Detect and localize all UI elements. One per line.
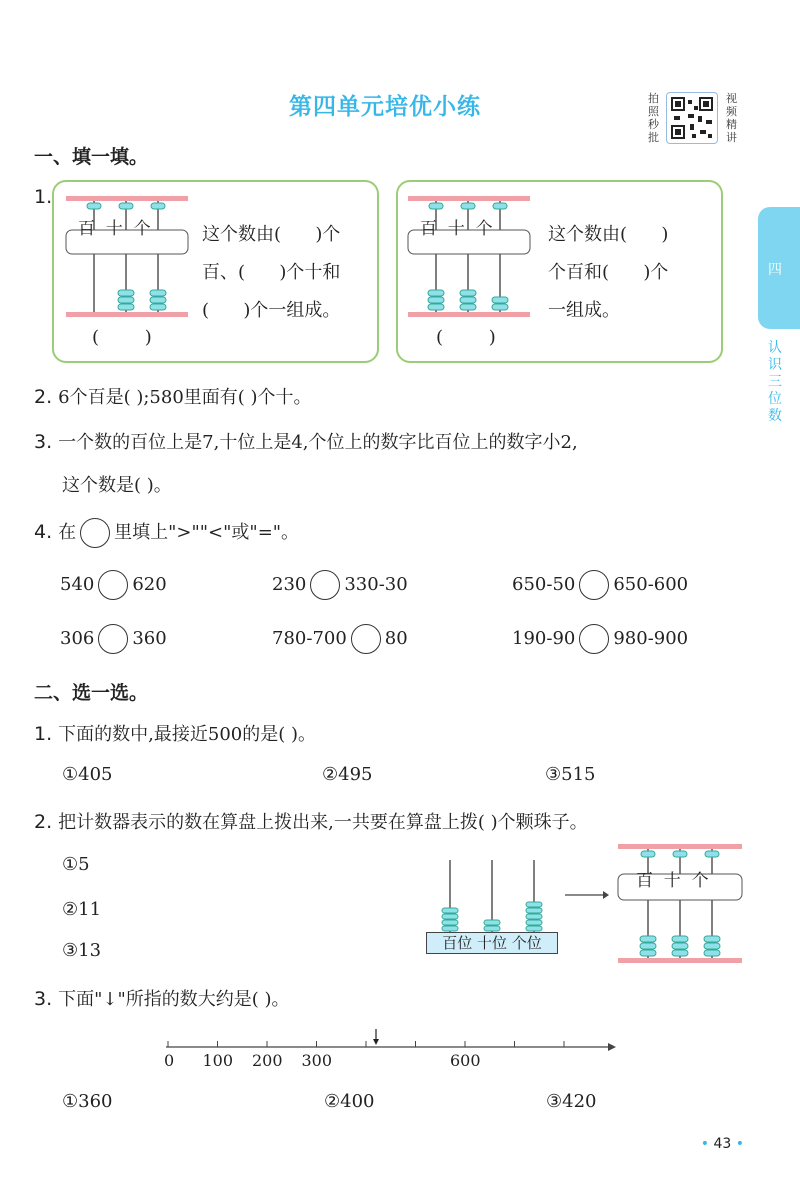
number-line-tick-label: 200 bbox=[252, 1051, 283, 1070]
compare-left: 230 bbox=[272, 574, 307, 595]
abacus-a-answer[interactable]: ( ) bbox=[92, 327, 152, 348]
abacus-bead bbox=[150, 297, 166, 303]
q1-text-b-line2: 个百和( )个 bbox=[548, 262, 669, 283]
s2-q2-option-1[interactable]: ①5 bbox=[62, 854, 90, 875]
compare-left: 306 bbox=[60, 628, 95, 649]
abacus-bead bbox=[118, 297, 134, 303]
compare-circle[interactable] bbox=[98, 570, 128, 600]
abacus-bead bbox=[704, 943, 720, 949]
compare-item bbox=[512, 624, 688, 654]
q2: 2. 6个百是( );580里面有( )个十。 bbox=[34, 386, 312, 408]
compare-item bbox=[272, 570, 408, 600]
abacus-bead bbox=[118, 304, 134, 310]
chapter-side-label: 认识三位数 bbox=[768, 340, 782, 424]
suanpan-places: 百 十 个 bbox=[636, 871, 709, 891]
abacus-bead bbox=[640, 950, 656, 956]
compare-item bbox=[60, 570, 167, 600]
compare-right: 620 bbox=[132, 574, 167, 595]
abacus-bead bbox=[484, 926, 500, 931]
q3-line1: 一个数的百位上是7,十位上是4,个位上的数字比百位上的数字小2, bbox=[58, 432, 578, 453]
s2-q1-option-2[interactable]: ②495 bbox=[322, 764, 373, 785]
s2-q3: 3. 下面"↓"所指的数大约是( )。 bbox=[34, 988, 290, 1010]
s2-q1-option-1[interactable]: ①405 bbox=[62, 764, 113, 785]
compare-right: 80 bbox=[384, 628, 408, 649]
abacus-bead bbox=[460, 297, 476, 303]
q1-text-b bbox=[548, 216, 668, 330]
s2-q2-option-2[interactable]: ②11 bbox=[62, 899, 102, 920]
abacus-bead bbox=[428, 297, 444, 303]
compare-circle[interactable] bbox=[579, 624, 609, 654]
chapter-tab bbox=[758, 207, 800, 329]
q1-text-a bbox=[202, 216, 340, 330]
abacus-b-places: 百 十 个 bbox=[420, 219, 493, 239]
s2-q3-option-2[interactable]: ②400 bbox=[324, 1091, 375, 1112]
abacus-b-answer[interactable]: ( ) bbox=[436, 327, 496, 348]
abacus-bead bbox=[526, 908, 542, 913]
abacus-bead bbox=[150, 290, 166, 296]
compare-left: 540 bbox=[60, 574, 95, 595]
abacus-bead bbox=[460, 290, 476, 296]
s2-q2-text: 把计数器表示的数在算盘上拨出来,一共要在算盘上拨( )个颗珠子。 bbox=[58, 812, 588, 833]
page-number-value: 43 bbox=[713, 1136, 732, 1152]
compare-right: 980-900 bbox=[613, 628, 689, 649]
number-line-tick-label: 300 bbox=[301, 1051, 333, 1070]
qr-right-caption: 视频精讲 bbox=[726, 92, 737, 144]
compare-right: 330-30 bbox=[344, 574, 408, 595]
abacus-bead bbox=[672, 943, 688, 949]
s2-q3-text: 下面"↓"所指的数大约是( )。 bbox=[58, 989, 290, 1010]
compare-circle[interactable] bbox=[310, 570, 340, 600]
section-title-fill: 一、填一填。 bbox=[34, 146, 149, 168]
abacus-bead bbox=[640, 943, 656, 949]
compare-circle[interactable] bbox=[98, 624, 128, 654]
s2-q3-option-1[interactable]: ①360 bbox=[62, 1091, 113, 1112]
abacus-bead bbox=[526, 914, 542, 919]
q1-box-b bbox=[396, 180, 723, 363]
number-line-tick-label: 0 bbox=[164, 1051, 175, 1070]
suanpan-diagram bbox=[614, 838, 746, 968]
s2-q1-option-3[interactable]: ③515 bbox=[545, 764, 596, 785]
abacus-bead bbox=[484, 920, 500, 925]
s2-q2: 2. 把计数器表示的数在算盘上拨出来,一共要在算盘上拨( )个颗珠子。 bbox=[34, 811, 588, 833]
number-line-tick-label: 600 bbox=[450, 1051, 481, 1070]
s2-q2-option-3[interactable]: ③13 bbox=[62, 940, 102, 961]
abacus-bead bbox=[428, 290, 444, 296]
abacus-bead bbox=[442, 926, 458, 931]
page-title: 第四单元培优小练 bbox=[289, 94, 481, 120]
compare-left: 780-700 bbox=[272, 628, 347, 649]
qr-left-caption: 拍照秒批 bbox=[648, 92, 659, 144]
s2-q1: 1. 下面的数中,最接近500的是( )。 bbox=[34, 723, 316, 745]
arrow-right-icon bbox=[565, 888, 609, 902]
abacus-bead bbox=[526, 920, 542, 925]
compare-item bbox=[512, 570, 688, 600]
abacus-bead bbox=[526, 902, 542, 907]
q1-text-a-line3: ( )个一组成。 bbox=[202, 300, 341, 321]
abacus-bead bbox=[704, 950, 720, 956]
q1-number: 1. bbox=[34, 186, 53, 208]
abacus-bead bbox=[442, 914, 458, 919]
s2-q3-option-3[interactable]: ③420 bbox=[546, 1091, 597, 1112]
number-line-tick-label: 100 bbox=[202, 1051, 234, 1070]
number-line bbox=[160, 1025, 620, 1053]
compare-item bbox=[272, 624, 408, 654]
compare-circle[interactable] bbox=[351, 624, 381, 654]
abacus-bead bbox=[526, 926, 542, 931]
abacus-bead bbox=[672, 936, 688, 942]
page-number: • 43 • bbox=[700, 1136, 744, 1152]
qr-code-block bbox=[648, 92, 738, 144]
q1-text-b-line1: 这个数由( ) bbox=[548, 224, 669, 245]
abacus-bead bbox=[704, 936, 720, 942]
abacus-bead bbox=[118, 290, 134, 296]
counter-diagram bbox=[426, 856, 561, 936]
q1-text-a-line2: 百、( )个十和 bbox=[202, 262, 341, 283]
compare-left: 650-50 bbox=[512, 574, 576, 595]
circle-icon bbox=[80, 518, 110, 548]
compare-right: 360 bbox=[132, 628, 167, 649]
abacus-bead bbox=[640, 936, 656, 942]
compare-circle[interactable] bbox=[579, 570, 609, 600]
q4-pre: 在 bbox=[58, 522, 77, 543]
compare-left: 190-90 bbox=[512, 628, 576, 649]
q1-text-a-line1: 这个数由( )个 bbox=[202, 224, 341, 245]
compare-item bbox=[60, 624, 167, 654]
abacus-bead bbox=[672, 950, 688, 956]
abacus-bead bbox=[442, 920, 458, 925]
q1-text-b-line3: 一组成。 bbox=[548, 300, 620, 321]
q3: 3. 一个数的百位上是7,十位上是4,个位上的数字比百位上的数字小2, bbox=[34, 431, 578, 453]
section-title-choose: 二、选一选。 bbox=[34, 682, 149, 704]
qr-code-icon bbox=[666, 92, 718, 144]
abacus-bead bbox=[442, 908, 458, 913]
counter-place-labels: 百位 十位 个位 bbox=[426, 932, 558, 954]
q1-box-a bbox=[52, 180, 379, 363]
q3-line2: 这个数是( )。 bbox=[62, 475, 172, 496]
abacus-bead bbox=[460, 304, 476, 310]
abacus-a-places: 百 十 个 bbox=[78, 219, 151, 239]
abacus-bead bbox=[150, 304, 166, 310]
q2-text: 6个百是( );580里面有( )个十。 bbox=[58, 387, 312, 408]
compare-right: 650-600 bbox=[613, 574, 689, 595]
abacus-bead bbox=[492, 297, 508, 303]
q4: 4. 在 里填上">""<"或"="。 bbox=[34, 518, 299, 548]
s2-q1-text: 下面的数中,最接近500的是( )。 bbox=[58, 724, 316, 745]
q4-post: 里填上">""<"或"="。 bbox=[114, 522, 300, 543]
abacus-bead bbox=[492, 304, 508, 310]
abacus-bead bbox=[428, 304, 444, 310]
chapter-tab-label: 四 bbox=[768, 262, 782, 278]
